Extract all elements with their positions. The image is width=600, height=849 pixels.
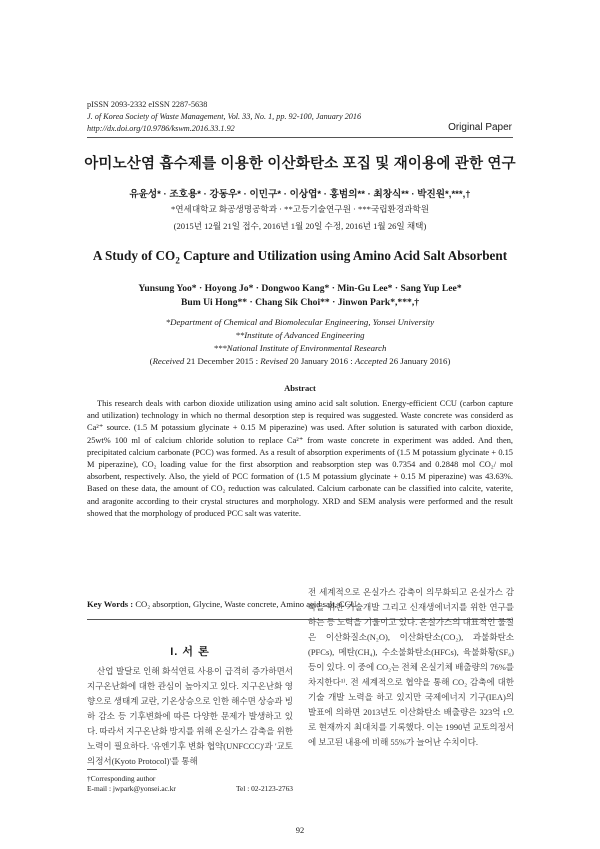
english-affiliation-3: ***National Institute of Environmental Research — [213, 343, 387, 353]
section-heading-introduction: I. 서 론 — [170, 646, 210, 658]
intro-left-column: 산업 발달로 인해 화석연료 사용이 급격히 증가하면서 지구온난화에 대한 관심이 높아지고 있다. 지구온난화 영향으로 생태계 교란, 기온상승으로 인한 해수면 상승과 빙하 감소 등 기후변화에 따른 다양한 문제가 발생하고 있다. 따라서 지구온난화 방지를 위해 온실가스 감축을 위한 노력이 필요하다. '유엔기후 변화 협약(UNFCCC)'과 '교토의정서(Kyoto Protocol)'를 통해 — [87, 666, 293, 766]
issn-line: pISSN 2093-2332 eISSN 2287-5638 — [87, 100, 208, 109]
footnote-tel: Tel : 02-2123-2763 — [236, 784, 293, 793]
footnote-rule — [87, 769, 157, 770]
footnote-email[interactable]: E-mail : jwpark@yonsei.ac.kr — [87, 784, 176, 793]
footnote-label: †Corresponding author — [87, 774, 156, 783]
abstract-text: This research deals with carbon dioxide utilization using amino acid salt solution. Energy-efficient CCU (carbon capture and utilization) technology in which no thermal desorption step is required was suggested. Waste concrete was considerd as Ca²⁺ source. (1.5 M potassium glycinate + 0.15 M piperazine) was used. After solution is saturated with carbon dioxide, 25wt% 100 ml of calcium chloride solution to replace Ca²⁺ from waste concrete in experiment was added. And then, precipitated calcium carbonate (PCC) was formed. As a result of absorption experiments of (1.5 M potassium glycinate + 0.15 M piperazine), CO₂ loading value for the first absorption and reabsorption step was 0.7354 and 0.2848 mol CO₂/ mol absorbent, respectively. Also, the yield of PCC formation of (1.5 M potassium glycinate + 0.15 M piperazine) was 43.63%. Based on these data, the amount of CO₂ reduction was calculated. Calcium carbonate can be classified into calcite, vaterite, and aragonite according to their crystal structures and morphology. XRD and SEM analysis were performed and the result showed that the morphology of produced PCC salt was vaterite. — [87, 399, 513, 518]
journal-citation: J. of Korea Society of Waste Management, Vol. 33, No. 1, pp. 92-100, January 2016 — [87, 112, 362, 121]
keywords: Key Words : CO₂ absorption, Glycine, Waste concrete, Amino acid salt, CCU — [87, 599, 357, 609]
korean-dates: (2015년 12월 21일 접수, 2016년 1월 20일 수정, 2016년 1월 26일 채택) — [173, 221, 427, 231]
korean-affiliations: *연세대학교 화공생명공학과 · **고등기술연구원 · ***국립환경과학원 — [170, 204, 430, 214]
received-dates: (Received 21 December 2015 : Revised 20 January 2016 : Accepted 26 January 2016) — [149, 356, 451, 366]
abstract-heading: Abstract — [284, 383, 316, 393]
korean-title: 아미노산염 흡수제를 이용한 이산화탄소 포집 및 재이용에 관한 연구 — [84, 156, 516, 172]
footnote — [87, 774, 293, 794]
english-affiliation-2: **Institute of Advanced Engineering — [235, 330, 365, 340]
english-affiliation-1: *Department of Chemical and Biomolecular Engineering, Yonsei University — [165, 317, 435, 327]
english-title: A Study of $CO_2$ Capture and Utilization using Amino Acid Salt Absorbent — [92, 248, 508, 266]
english-authors-line2: Bum Ui Hong** · Chang Sik Choi** · Jinwon Park*,***,† — [180, 297, 420, 308]
page-number: 92 — [295, 825, 305, 835]
doi-link[interactable]: http://dx.doi.org/10.9786/kswm.2016.33.1.92 — [87, 124, 235, 133]
english-authors-line1: Yunsung Yoo* · Hoyong Jo* · Dongwoo Kang* · Min-Gu Lee* · Sang Yup Lee* — [138, 283, 462, 294]
korean-authors: 유윤성* · 조호용* · 강동우* · 이민구* · 이상엽* · 홍범의** · 최창식** · 박진원*,***,† — [129, 189, 471, 200]
header-rule — [87, 137, 513, 138]
article-type: Original Paper — [448, 122, 512, 133]
intro-right-column: 전 세계적으로 온실가스 감축이 의무화되고 온실가스 감축을 위한 기술개발 그리고 신재생에너지를 위한 연구를 하는 등 노력을 기울이고 있다. 온실가스의 대표적인 물질은 이산화질소(N₂O), 이산화탄소(CO₂), 과불화탄소(PFCs), 메탄(CH₄), 수소불화탄소(HFCs), 육불화황(SF₆) 등이 있다. 이 중에 CO₂는 전체 온실기체 배출량의 76%를 차지한다¹⁾. 전 세계적으로 협약을 통해 CO₂ 감축에 대한 기술 개발 노력을 하고 있지만 국제에너지 기구(IEA)의 발표에 의하면 2013년도 이산화탄소 배출량은 323억 t으로 현재까지 최대치를 기록했다. 이는 1990년 교토의정서에 보고된 내용에 비해 55%가 늘어난 수치이다. — [308, 587, 514, 747]
